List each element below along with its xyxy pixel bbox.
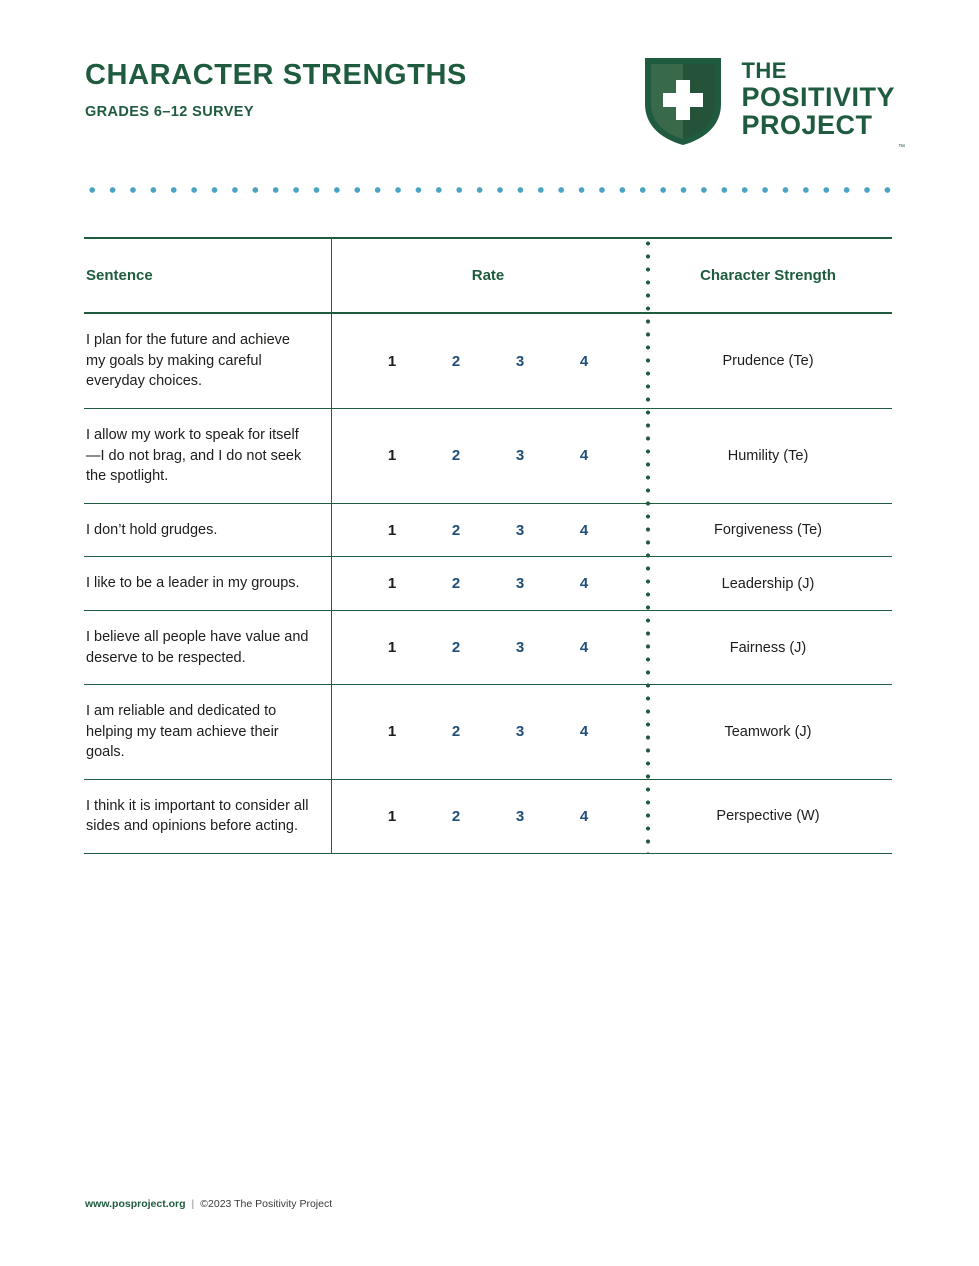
- rate-option-3[interactable]: 3: [515, 723, 525, 741]
- rate-cell: [332, 685, 644, 779]
- strength-cell: Prudence (Te): [722, 353, 814, 370]
- shield-logo-icon: [641, 52, 725, 148]
- column-header-sentence: Sentence: [84, 239, 332, 312]
- logo-line-3: PROJECT: [741, 110, 873, 141]
- page-title: CHARACTER STRENGTHS: [85, 59, 467, 91]
- strength-cell: Humility (Te): [727, 447, 809, 464]
- rate-option-2[interactable]: 2: [451, 723, 461, 741]
- trademark-mark: ™: [898, 144, 905, 152]
- rate-option-4[interactable]: 4: [579, 521, 589, 539]
- table-row: [84, 557, 892, 611]
- rate-option-3[interactable]: 3: [515, 521, 525, 539]
- table-row: [84, 611, 892, 685]
- sentence-cell: I am reliable and dedicated to helping my team achieve their goals.: [84, 685, 332, 779]
- rate-cell: [332, 314, 644, 408]
- rate-cell: [332, 780, 644, 853]
- table-row: [84, 780, 892, 854]
- sentence-cell: I allow my work to speak for itself—I do not brag, and I do not seek the spotlight.: [84, 409, 332, 503]
- rate-option-1[interactable]: 1: [387, 575, 397, 593]
- rate-option-4[interactable]: 4: [579, 639, 589, 656]
- dotted-column-separator: [646, 237, 650, 854]
- footer-copyright: ©2023 The Positivity Project: [200, 1198, 333, 1210]
- rate-option-4[interactable]: 4: [579, 575, 589, 593]
- rate-cell: [332, 611, 644, 684]
- rate-option-4[interactable]: 4: [579, 352, 589, 370]
- table-row: [84, 314, 892, 409]
- sentence-cell: I think it is important to consider all sides and opinions before acting.: [84, 780, 332, 853]
- rate-option-3[interactable]: 3: [515, 807, 525, 825]
- table-row: [84, 409, 892, 504]
- page-subtitle: GRADES 6–12 SURVEY: [85, 103, 254, 120]
- table-row: [84, 504, 892, 558]
- strength-cell: Teamwork (J): [724, 723, 812, 740]
- table-header-row: [84, 237, 892, 314]
- rate-option-2[interactable]: 2: [451, 639, 461, 656]
- column-header-rate: Rate: [471, 267, 505, 285]
- logo-line-1: THE: [741, 58, 787, 84]
- footer-separator: |: [191, 1198, 195, 1210]
- rate-option-1[interactable]: 1: [387, 352, 397, 370]
- rate-cell: [332, 504, 644, 557]
- rate-option-2[interactable]: 2: [451, 807, 461, 825]
- rate-option-4[interactable]: 4: [579, 807, 589, 825]
- rate-option-2[interactable]: 2: [451, 521, 461, 539]
- rate-option-1[interactable]: 1: [387, 807, 397, 825]
- rate-option-3[interactable]: 3: [515, 639, 525, 656]
- rate-cell: [332, 557, 644, 610]
- footer: [85, 1198, 332, 1210]
- rate-cell: [332, 409, 644, 503]
- rate-option-4[interactable]: 4: [579, 723, 589, 741]
- footer-website-link[interactable]: www.posproject.org: [85, 1198, 186, 1210]
- strength-cell: Perspective (W): [716, 808, 820, 825]
- rate-option-3[interactable]: 3: [515, 575, 525, 593]
- rate-option-2[interactable]: 2: [451, 447, 461, 465]
- rate-option-3[interactable]: 3: [515, 447, 525, 465]
- rate-option-1[interactable]: 1: [387, 639, 397, 656]
- column-header-character-strength: Character Strength: [700, 267, 836, 285]
- rate-option-3[interactable]: 3: [515, 352, 525, 370]
- dotted-divider: [82, 185, 896, 195]
- rate-option-1[interactable]: 1: [387, 723, 397, 741]
- rate-option-2[interactable]: 2: [451, 352, 461, 370]
- table-row: [84, 685, 892, 780]
- sentence-cell: I don’t hold grudges.: [84, 504, 332, 557]
- sentence-cell: I plan for the future and achieve my goals by making careful everyday choices.: [84, 314, 332, 408]
- logo-wordmark: [741, 58, 905, 152]
- strength-cell: Fairness (J): [729, 639, 807, 656]
- survey-table: [84, 237, 892, 854]
- rate-option-4[interactable]: 4: [579, 447, 589, 465]
- rate-option-1[interactable]: 1: [387, 521, 397, 539]
- rate-option-2[interactable]: 2: [451, 575, 461, 593]
- sentence-cell: I believe all people have value and deserve to be respected.: [84, 611, 332, 684]
- sentence-cell: I like to be a leader in my groups.: [84, 557, 332, 610]
- strength-cell: Forgiveness (Te): [714, 522, 822, 539]
- strength-cell: Leadership (J): [721, 575, 815, 592]
- rate-option-1[interactable]: 1: [387, 447, 397, 465]
- logo-line-2: POSITIVITY: [741, 82, 895, 113]
- logo: [641, 52, 905, 152]
